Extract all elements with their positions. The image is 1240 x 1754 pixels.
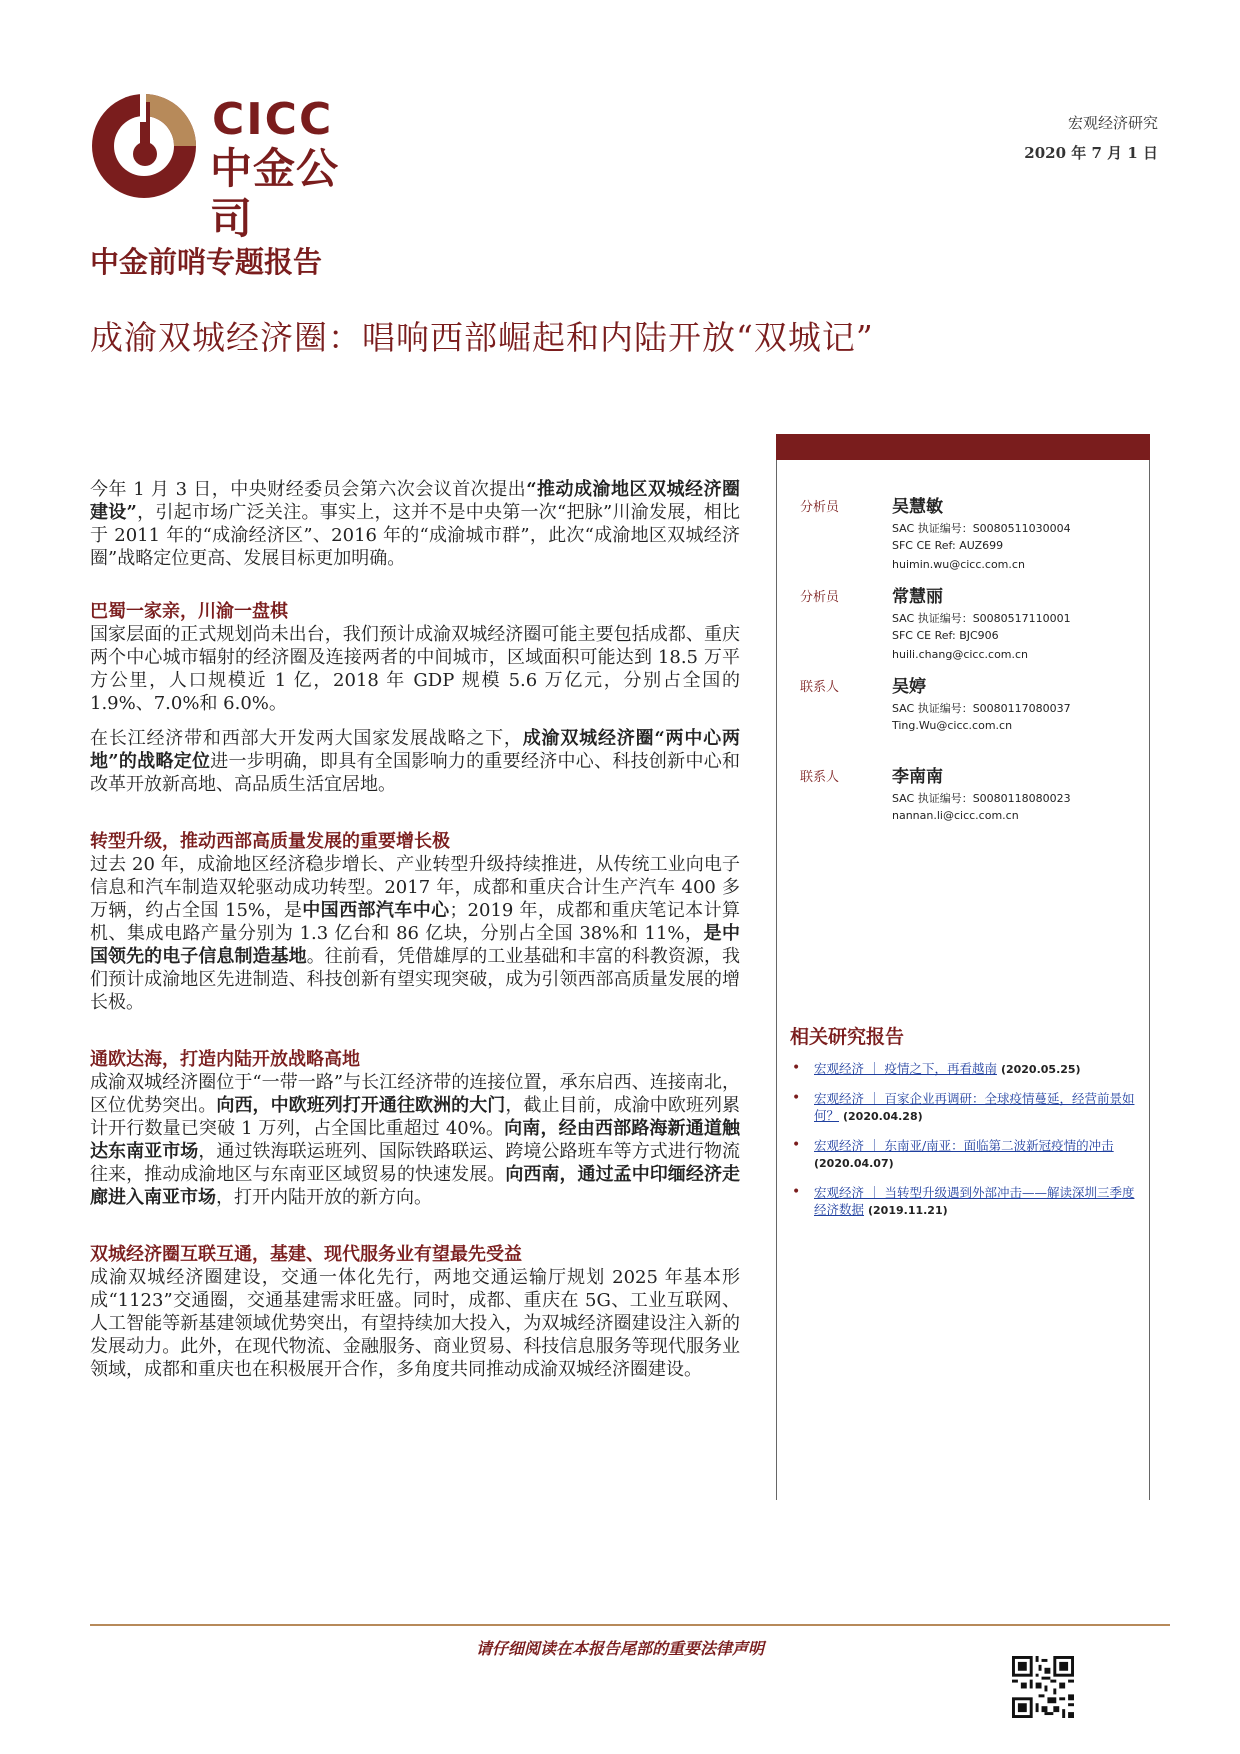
contact-name: 吴婷 (892, 677, 926, 697)
s1-p2-bold-1: 成渝双城经济圈“两中心两地”的战略定位 (90, 728, 740, 772)
section-3-paragraph (90, 1071, 740, 1209)
s3-bold-2: 向南，经由西部路海新通道触达东南亚市场 (90, 1118, 740, 1162)
s2-text-2: ；2019 年，成都和重庆笔记本计算机、集成电路产量分别为 1.3 亿台和 86 亿块，分别占全国 38%和 11%， (90, 900, 741, 944)
footer-divider (90, 1624, 1170, 1626)
related-report-item (790, 1060, 1140, 1078)
contact-email[interactable]: Ting.Wu@cicc.com.cn (892, 719, 1013, 732)
contact-email[interactable]: nannan.li@cicc.com.cn (892, 809, 1019, 822)
bullet-icon: • (792, 1137, 801, 1153)
related-report-link[interactable]: 宏观经济 ｜ 当转型升级遇到外部冲击——解读深圳三季度经济数据 (814, 1185, 1135, 1217)
cicc-logo-mark-icon (90, 92, 198, 200)
s1-p2-text-1: 在长江经济带和西部大开发两大国家发展战略之下， (90, 728, 523, 749)
related-report-date: (2020.04.07) (814, 1157, 894, 1170)
contact-name: 常慧丽 (892, 587, 943, 607)
section-1-paragraph-2 (90, 727, 740, 796)
s3-bold-1: 向西，中欧班列打开通往欧洲的大门 (216, 1095, 506, 1116)
s3-bold-3: 向西南，通过孟中印缅经济走廊进入南亚市场 (90, 1164, 740, 1208)
cicc-logo (90, 92, 380, 243)
main-body (90, 478, 740, 1381)
logo-english-text: CICC (212, 94, 334, 145)
related-report-date: (2020.04.28) (843, 1110, 923, 1123)
qr-code-icon[interactable] (1012, 1656, 1074, 1718)
s2-text-3: 。往前看，凭借雄厚的工业基础和丰富的科教资源，我们预计成渝地区先进制造、科技创新有望实现突破，成为引领西部高质量发展的增长极。 (90, 946, 740, 1013)
report-category: 宏观经济研究 (1067, 114, 1158, 132)
s3-text-1: 成渝双城经济圈位于“一带一路”与长江经济带的连接位置，承东启西、连接南北，区位优势突出。 (90, 1072, 740, 1116)
section-4-heading: 双城经济圈互联互通，基建、现代服务业有望最先受益 (90, 1244, 522, 1265)
intro-paragraph (90, 478, 740, 570)
main-title: 成渝双城经济圈：唱响西部崛起和内陆开放“双城记” (90, 318, 874, 357)
s2-bold-2: 是中国领先的电子信息制造基地 (90, 923, 741, 967)
intro-text-1: 今年 1 月 3 日，中央财经委员会第六次会议首次提出 (90, 479, 527, 500)
section-4-paragraph: 成渝双城经济圈建设，交通一体化先行，两地交通运输厅规划 2025 年基本形成“1123”交通圈，交通基建需求旺盛。同时，成都、重庆在 5G、工业互联网、人工智能等新基建领域优势突出，有望持续加大投入，为双城经济圈建设注入新的发展动力。此外，在现代物流、金融服务、商业贸易、科技信息服务等现代服务业领域，成都和重庆也在积极展开合作，多角度共同推动成渝双城经济圈建设。 (90, 1267, 740, 1380)
s1-p2-text-2: 进一步明确，即具有全国影响力的重要经济中心、科技创新中心和改革开放新高地、高品质生活宜居地。 (90, 751, 740, 795)
contact-name: 吴慧敏 (892, 497, 943, 517)
contact-sac: SAC 执证编号：S0080517110001 (892, 612, 1071, 625)
contact-role: 分析员 (800, 500, 840, 515)
bullet-icon: • (792, 1060, 801, 1076)
intro-bold-1: “推动成渝地区双城经济圈建设” (90, 479, 740, 523)
s3-text-4: ，打开内陆开放的新方向。 (216, 1187, 432, 1208)
report-date: 2020 年 7 月 1 日 (1024, 144, 1158, 162)
contact-sac: SAC 执证编号：S0080511030004 (892, 522, 1071, 535)
contact-sac: SAC 执证编号：S0080118080023 (892, 792, 1071, 805)
contact-name: 李南南 (892, 767, 943, 787)
related-report-item (790, 1090, 1140, 1125)
contact-sfc: SFC CE Ref: AUZ699 (892, 539, 1004, 552)
side-panel-header-bar (776, 434, 1150, 460)
section-2-heading: 转型升级，推动西部高质量发展的重要增长极 (90, 831, 450, 852)
related-report-date: (2019.11.21) (868, 1204, 948, 1217)
section-2-paragraph (90, 853, 740, 1014)
s3-text-2: ，截止目前，成渝中欧班列累计开行数量已突破 1 万列，占全国比重超过 40%。 (90, 1095, 741, 1139)
contact-sfc: SFC CE Ref: BJC906 (892, 629, 999, 642)
related-report-link[interactable]: 宏观经济 ｜ 东南亚/南亚：面临第二波新冠疫情的冲击 (814, 1138, 1114, 1153)
logo-chinese-text: 中金公司 (210, 144, 340, 243)
related-report-item (790, 1184, 1140, 1219)
related-report-link[interactable]: 宏观经济 ｜ 疫情之下，再看越南 (814, 1061, 997, 1076)
s2-text-1: 过去 20 年，成渝地区经济稳步增长、产业转型升级持续推进，从传统工业向电子信息和汽车制造双轮驱动成功转型。2017 年，成都和重庆合计生产汽车 400 多万辆，约占全国 15%，是 (90, 854, 740, 921)
legal-notice: 请仔细阅读在本报告尾部的重要法律声明 (475, 1639, 764, 1658)
related-reports-title: 相关研究报告 (790, 1026, 905, 1048)
bullet-icon: • (792, 1090, 801, 1106)
related-report-item (790, 1137, 1140, 1172)
bullet-icon: • (792, 1184, 801, 1200)
section-1-paragraph-1: 国家层面的正式规划尚未出台，我们预计成渝双城经济圈可能主要包括成都、重庆两个中心城市辐射的经济圈及连接两者的中间城市，区域面积可能达到 18.5 万平方公里，人口规模近 1 亿，2018 年 GDP 规模 5.6 万亿元，分别占全国的 1.9%、7.0%和 6.0%。 (90, 624, 740, 714)
contact-role: 分析员 (800, 590, 840, 605)
s3-text-3: ，通过铁海联运班列、国际铁路联运、跨境公路班车等方式进行物流往来，推动成渝地区与东南亚区域贸易的快速发展。 (90, 1141, 740, 1185)
contact-role: 联系人 (800, 680, 840, 695)
series-title: 中金前哨专题报告 (90, 245, 323, 279)
side-panel-border-left (776, 460, 777, 1500)
side-panel-border-right (1149, 460, 1150, 1500)
related-reports-list (790, 1060, 1140, 1231)
contact-email[interactable]: huili.chang@cicc.com.cn (892, 648, 1029, 661)
related-report-date: (2020.05.25) (1000, 1063, 1081, 1076)
section-1-heading: 巴蜀一家亲，川渝一盘棋 (90, 601, 288, 622)
contact-email[interactable]: huimin.wu@cicc.com.cn (892, 558, 1025, 571)
intro-text-2: ，引起市场广泛关注。事实上，这并不是中央第一次“把脉”川渝发展，相比于 2011 年的“成渝经济区”、2016 年的“成渝城市群”，此次“成渝地区双城经济圈”战略定位更高、发展目标更加明确。 (90, 502, 740, 569)
contact-role: 联系人 (800, 770, 840, 785)
related-report-link[interactable]: 宏观经济 ｜ 百家企业再调研：全球疫情蔓延，经营前景如何？ (814, 1091, 1135, 1123)
s2-bold-1: 中国西部汽车中心 (302, 900, 450, 921)
section-3-heading: 通欧达海，打造内陆开放战略高地 (90, 1049, 360, 1070)
contact-sac: SAC 执证编号：S0080117080037 (892, 702, 1071, 715)
